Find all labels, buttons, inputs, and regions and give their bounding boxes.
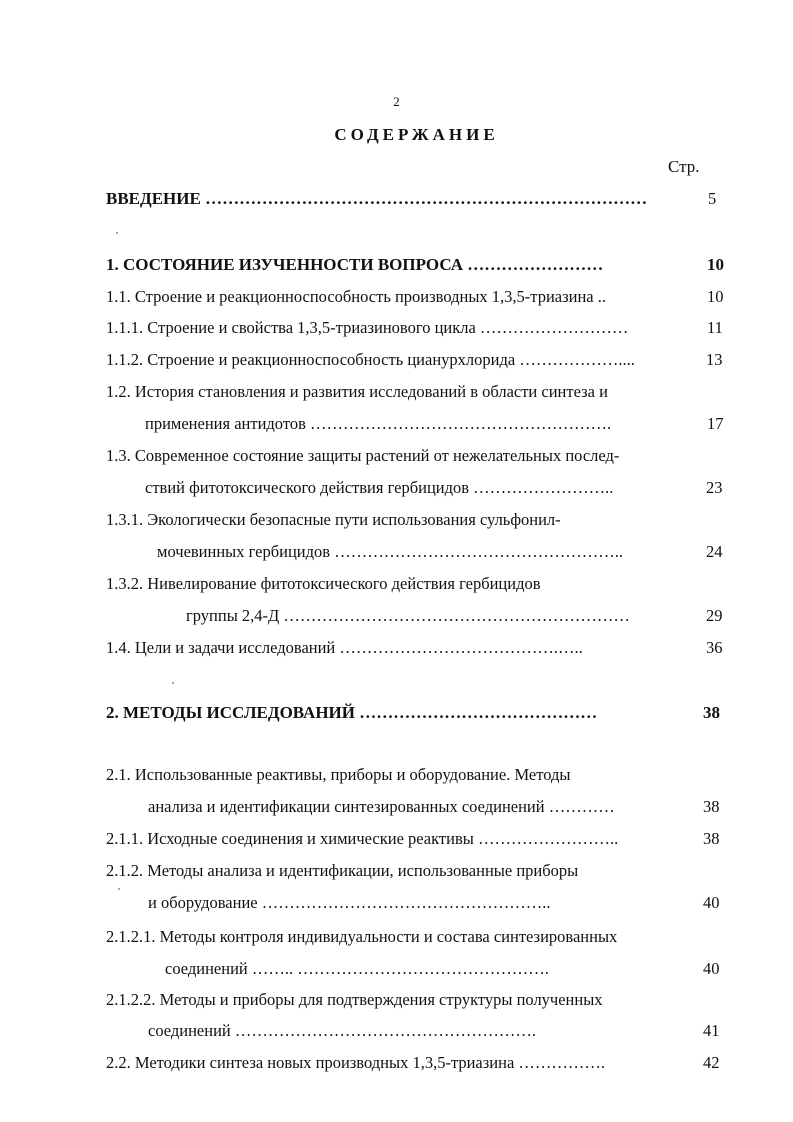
toc-entry-text: 1.1. Строение и реакционноспособность производных 1,3,5-триазина ..	[106, 287, 606, 306]
toc-entry-page: 42	[703, 1053, 720, 1072]
toc-entry-page: 41	[703, 1021, 720, 1040]
toc-entry-text: применения антидотов ……………………………………………….	[145, 414, 612, 433]
toc-entry-text: 2.1.2. Методы анализа и идентификации, использованные приборы	[106, 861, 579, 880]
toc-entry-page: 5	[708, 189, 717, 208]
scan-speck	[172, 682, 174, 684]
toc-entry-text: 2.1.2.1. Методы контроля индивидуальности и состава синтезированных	[106, 927, 618, 946]
toc-entry-page: 38	[703, 703, 720, 722]
toc-entry-text: 1.1.1. Строение и свойства 1,3,5-триазинового цикла ………………………	[106, 318, 629, 337]
toc-entry-text: и оборудование ……………………………………………..	[148, 893, 551, 912]
page-title: СОДЕРЖАНИЕ	[334, 125, 499, 144]
toc-entry-page: 23	[706, 478, 723, 497]
scan-speck	[116, 232, 118, 234]
toc-entry-text: 2.1. Использованные реактивы, приборы и оборудование. Методы	[106, 765, 571, 784]
toc-entry-page: 40	[703, 959, 720, 978]
page-number: 2	[393, 94, 400, 109]
toc-entry-page: 24	[706, 542, 723, 561]
toc-entry-page: 13	[706, 350, 723, 369]
toc-entry-text: мочевинных гербицидов ……………………………………………..	[157, 542, 623, 561]
toc-entry-text: 2.2. Методики синтеза новых производных 1,3,5-триазина …………….	[106, 1053, 606, 1072]
toc-entry-text: группы 2,4-Д ………………………………………………………	[186, 606, 630, 625]
toc-entry-page: 17	[707, 414, 724, 433]
toc-entry-text: ВВЕДЕНИЕ ……………………………………………………………………	[106, 189, 648, 208]
toc-entry-page: 10	[707, 287, 724, 306]
scan-speck	[118, 888, 120, 890]
toc-entry-text: 1. СОСТОЯНИЕ ИЗУЧЕННОСТИ ВОПРОСА ……………………	[106, 255, 604, 274]
toc-entry-text: ствий фитотоксического действия гербицидов ……………………..	[145, 478, 614, 497]
toc-entry-text: соединений ……………………………………………….	[148, 1021, 536, 1040]
toc-entry-text: 2.1.2.2. Методы и приборы для подтверждения структуры полученных	[106, 990, 603, 1009]
toc-entry-text: соединений …….. ……………………………………….	[165, 959, 549, 978]
toc-entry-text: 2. МЕТОДЫ ИССЛЕДОВАНИЙ ……………………………………	[106, 703, 598, 722]
toc-entry-page: 40	[703, 893, 720, 912]
toc-entry-text: 1.3.2. Нивелирование фитотоксического действия гербицидов	[106, 574, 541, 593]
toc-entry-page: 38	[703, 829, 720, 848]
toc-entry-page: 29	[706, 606, 723, 625]
toc-entry-text: 2.1.1. Исходные соединения и химические реактивы ……………………..	[106, 829, 619, 848]
page-column-label: Стр.	[668, 157, 700, 176]
toc-entry-page: 11	[707, 318, 723, 337]
toc-entry-text: 1.1.2. Строение и реакционноспособность цианурхлорида ………………....	[106, 350, 635, 369]
toc-entry-text: 1.2. История становления и развития исследований в области синтеза и	[106, 382, 608, 401]
toc-entry-text: анализа и идентификации синтезированных соединений …………	[148, 797, 615, 816]
toc-entry-text: 1.3. Современное состояние защиты растений от нежелательных послед-	[106, 446, 620, 465]
toc-entry-page: 36	[706, 638, 723, 657]
toc-entry-page: 10	[707, 255, 724, 274]
toc-entry-text: 1.4. Цели и задачи исследований ………………………………….…..	[106, 638, 583, 657]
toc-entry-text: 1.3.1. Экологически безопасные пути использования сульфонил-	[106, 510, 561, 529]
toc-entry-page: 38	[703, 797, 720, 816]
